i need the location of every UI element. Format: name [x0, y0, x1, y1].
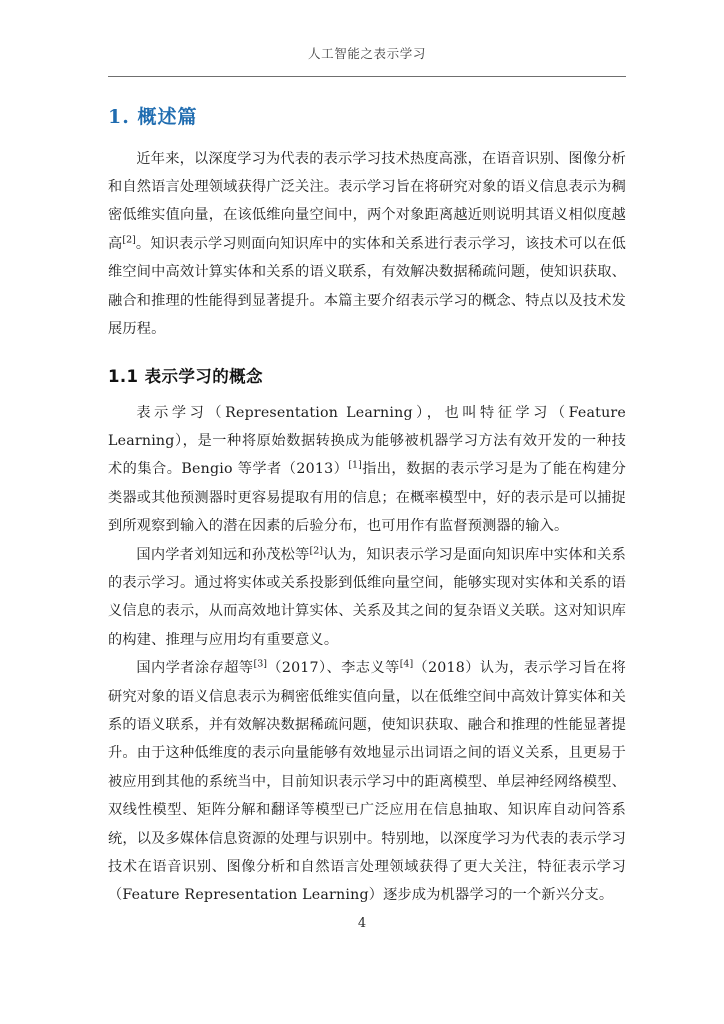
running-header: 人工智能之表示学习	[308, 46, 426, 61]
citation-ref: [2]	[309, 544, 323, 556]
citation-ref: [4]	[399, 658, 414, 670]
paragraph-3-part2: （2017）、李志义等	[266, 660, 400, 677]
section-heading	[108, 365, 626, 388]
citation-ref: [2]	[122, 234, 136, 246]
paragraph-3-part1: 国内学者涂存超等	[136, 660, 254, 677]
citation-ref: [1]	[348, 459, 362, 471]
paragraph-2	[108, 541, 626, 655]
paragraph-intro-part2: 。知识表示学习则面向知识库中的实体和关系进行表示学习，该技术可以在低维空间中高效计算实体和关系的语义联系，有效解决数据稀疏问题，使知识获取、融合和推理的性能得到显著提升。本篇主要介绍表示学习的概念、特点以及技术发展历程。	[108, 235, 626, 338]
paragraph-2-part1: 国内学者刘知远和孙茂松等	[136, 546, 310, 563]
chapter-number: 1.	[108, 106, 130, 128]
paragraph-3-part3: （2018）认为，表示学习旨在将研究对象的语义信息表示为稠密低维实值向量，以在低维空间中高效计算实体和关系的语义联系，并有效解决数据稀疏问题，使知识获取、融合和推理的性能显著提升。由于这种低维度的表示向量能够有效地显示出词语之间的语义关系，且更易于被应用到其他的系统当中，目前知识表示学习中的距离模型、单层神经网络模型、双线性模型、矩阵分解和翻译等模型已广泛应用在信息抽取、知识库自动问答系统，以及多媒体信息资源的处理与识别中。特别地，以深度学习为代表的表示学习技术在语音识别、图像分析和自然语言处理领域获得了更大关注，特征表示学习（Feature Representation Learning）逐步成为机器学习的一个新兴分支。	[108, 660, 626, 904]
chapter-heading	[108, 104, 626, 131]
page-content	[108, 104, 626, 910]
section-number: 1.1	[108, 367, 139, 387]
paragraph-intro-part1: 近年来，以深度学习为代表的表示学习技术热度高涨，在语音识别、图像分析和自然语言处理领域获得广泛关注。表示学习旨在将研究对象的语义信息表示为稠密低维实值向量，在该低维向量空间中，两个对象距离越近则说明其语义相似度越高	[108, 150, 626, 252]
paragraph-2-part2: 认为，知识表示学习是面向知识库中实体和关系的表示学习。通过将实体或关系投影到低维向量空间，能够实现对实体和关系的语义信息的表示，从而高效地计算实体、关系及其之间的复杂语义关联。这对知识库的构建、推理与应用均有重要意义。	[108, 546, 626, 648]
paragraph-1-part1: 表示学习（Representation Learning），也叫特征学习（Feature Learning），是一种将原始数据转换成为能够被机器学习方法有效开发的一种技术的集合。Bengio 等学者（2013）	[108, 404, 626, 478]
page-number: 4	[357, 916, 367, 931]
paragraph-1	[108, 399, 626, 541]
header-divider	[108, 76, 626, 77]
paragraph-3	[108, 654, 626, 910]
paragraph-1-part2: 指出，数据的表示学习是为了能在构建分类器或其他预测器时更容易提取有用的信息；在概率模型中，好的表示是可以捕捉到所观察到输入的潜在因素的后验分布，也可用作有监督预测器的输入。	[108, 461, 626, 535]
citation-ref: [3]	[253, 658, 267, 670]
section-title-text: 表示学习的概念	[144, 367, 263, 387]
chapter-title-text: 概述篇	[137, 106, 198, 128]
paragraph-intro	[108, 145, 626, 344]
